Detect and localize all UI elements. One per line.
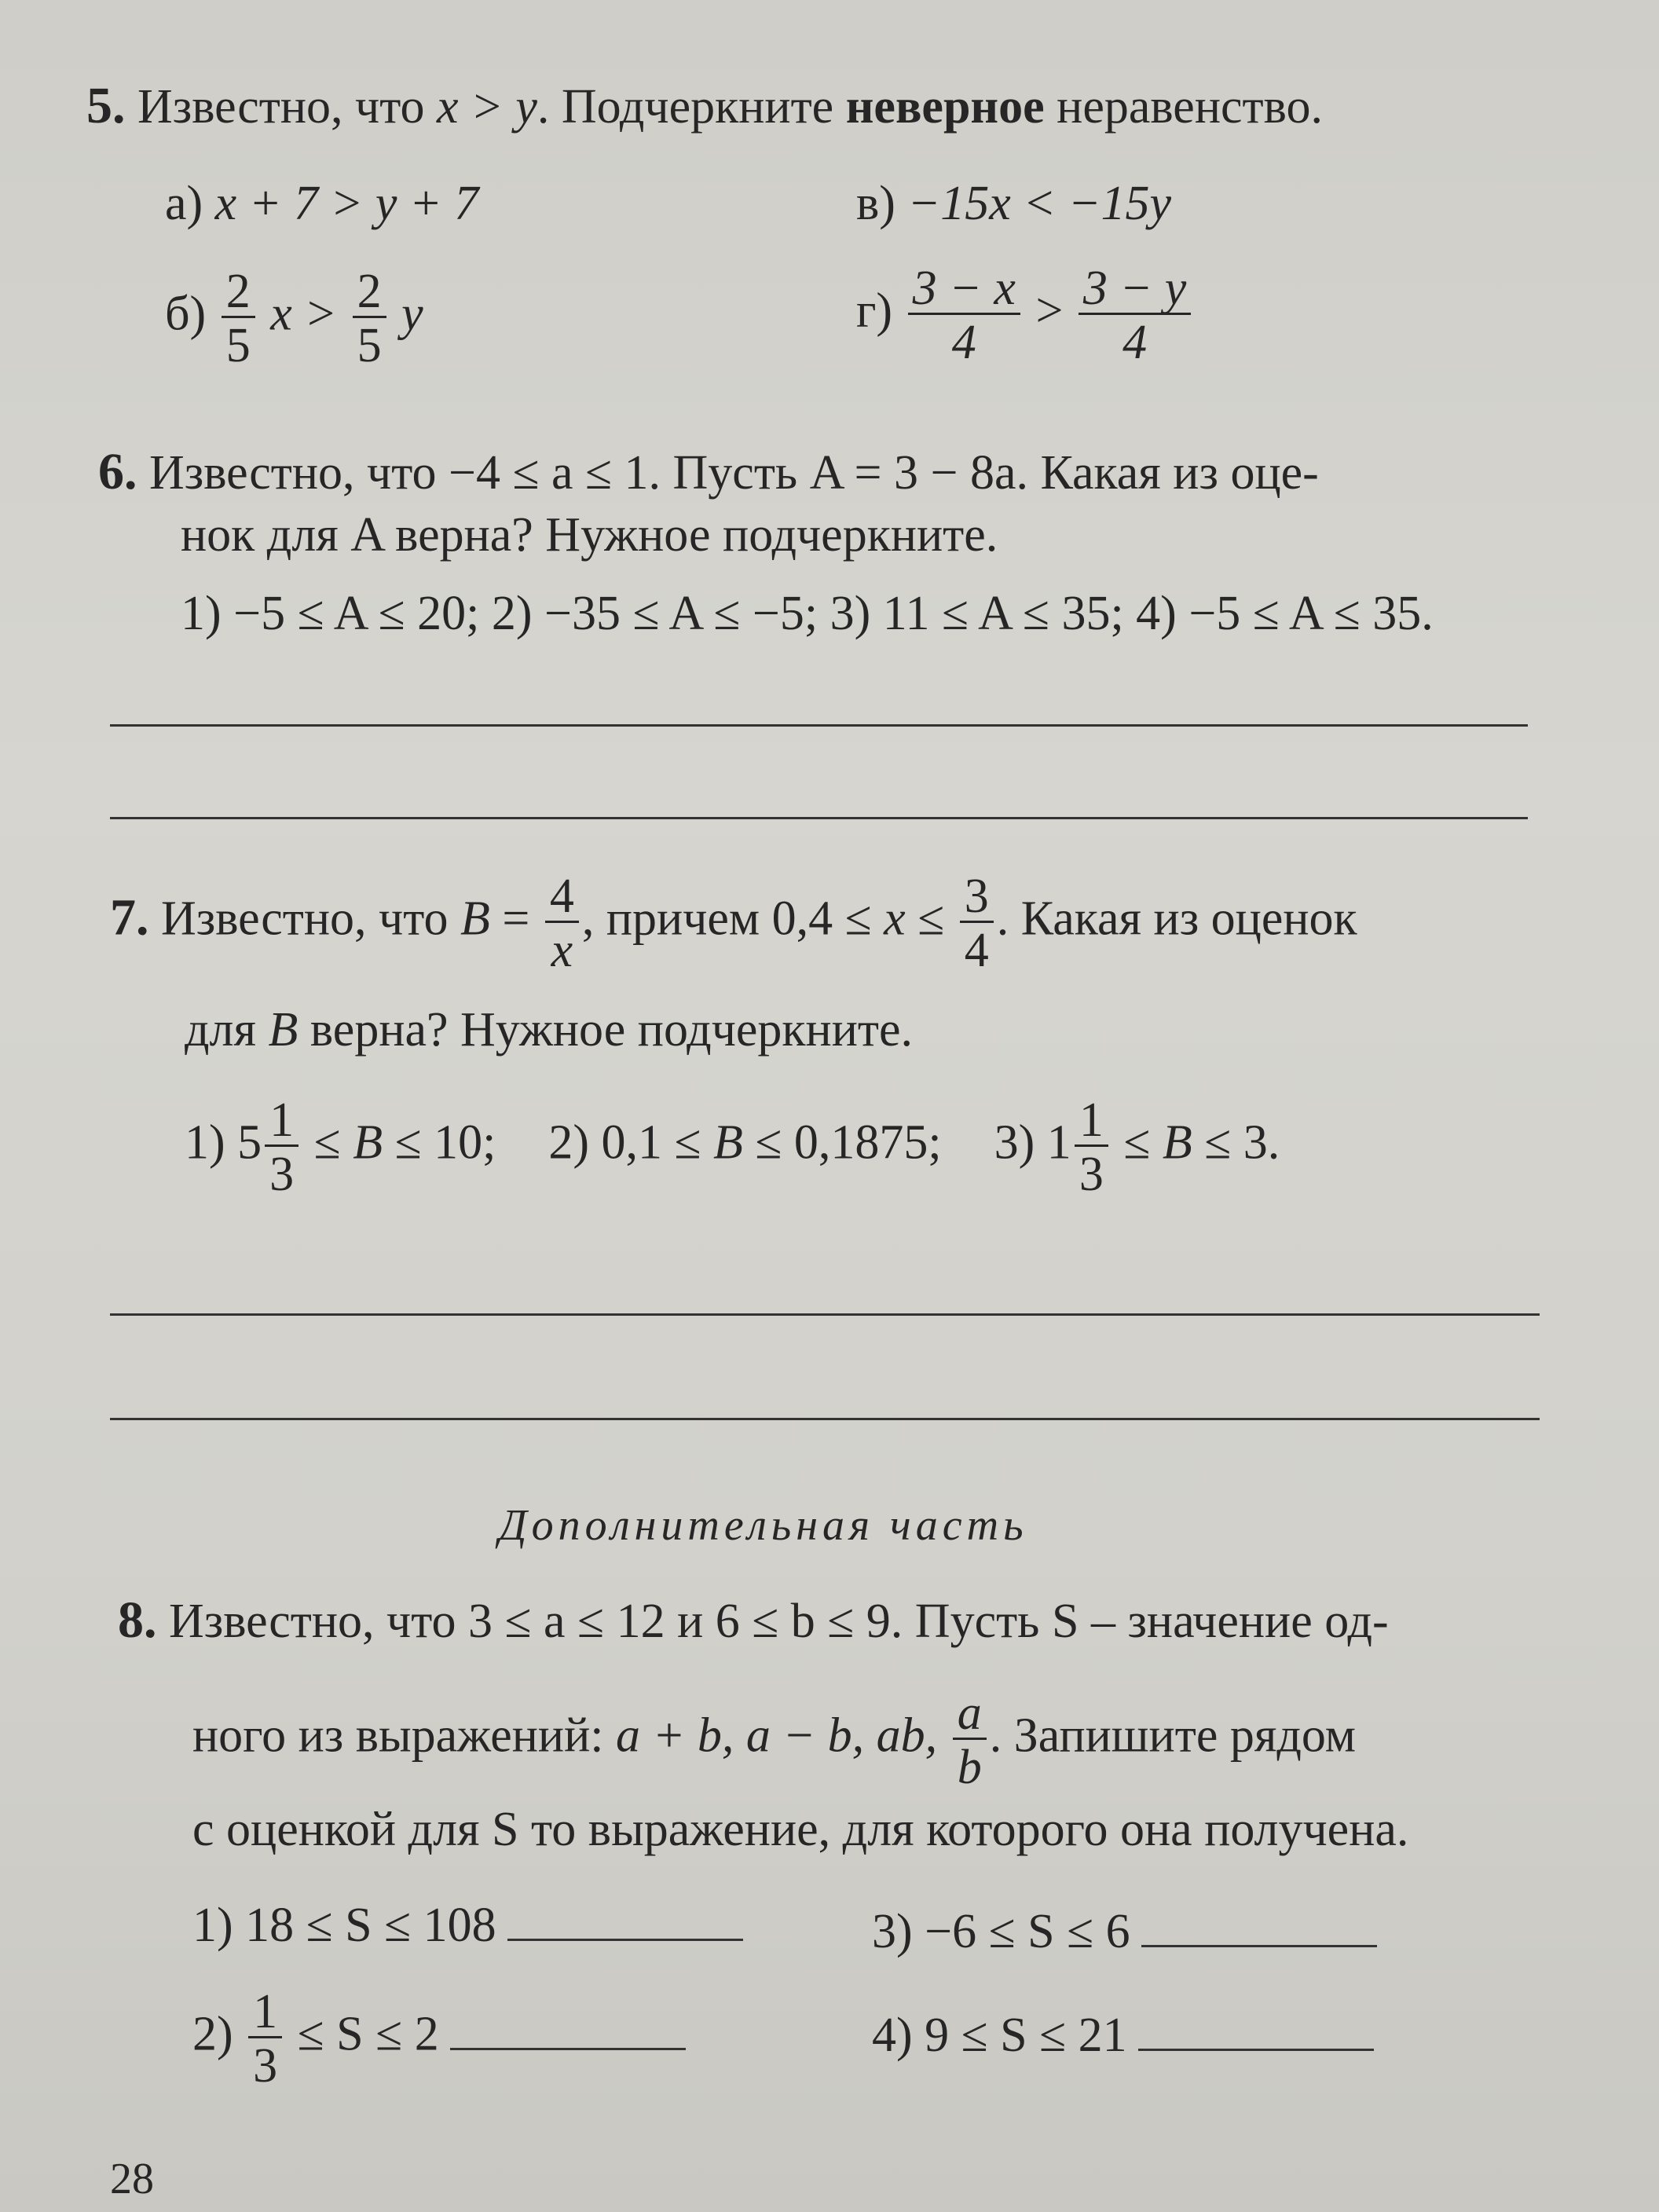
fraction-denominator: b (957, 1741, 982, 1794)
q6-stem-line2: нок для A верна? Нужное подчеркните. (181, 508, 998, 562)
q8-option3-text: 3) −6 ≤ S ≤ 6 (872, 1905, 1130, 1958)
q8-stem-line2 (192, 1686, 1356, 1794)
fraction (353, 267, 386, 370)
q7-number: 7. (110, 888, 149, 947)
q5-stem-text-2: . Подчеркните (537, 80, 846, 134)
q5-stem (86, 77, 1323, 134)
q7-option3-var: B (1162, 1115, 1192, 1170)
q7-option1-b: ≤ (302, 1115, 353, 1170)
q5-option-a-label: а) (165, 177, 203, 230)
fraction-numerator: 1 (248, 1987, 282, 2038)
fraction-denominator: 3 (269, 1148, 295, 1201)
q7-text-2: , причем 0,4 ≤ (581, 892, 884, 946)
fraction (248, 1985, 282, 2093)
fraction (908, 264, 1020, 367)
fraction (1079, 264, 1191, 367)
q5-option-b (165, 267, 423, 370)
q8-option2 (192, 1985, 686, 2093)
q5-stem-var: x > y (437, 80, 537, 134)
q7-text: Известно, что (161, 892, 460, 946)
fraction (1075, 1093, 1108, 1201)
q7-option1-var: B (353, 1115, 383, 1170)
q5-option-g-label: г) (856, 284, 893, 338)
answer-line[interactable] (110, 1313, 1540, 1316)
q8-number: 8. (118, 1591, 157, 1649)
q7-var: B (460, 892, 490, 946)
q6-line1-text: Известно, что −4 ≤ a ≤ 1. Пусть A = 3 − 8a. Какая из оце- (149, 446, 1319, 500)
answer-blank[interactable] (1141, 1929, 1377, 1947)
fraction-denominator: 4 (1122, 316, 1148, 369)
answer-blank[interactable] (450, 2032, 686, 2050)
fraction-numerator: 1 (265, 1096, 298, 1147)
fraction (953, 1686, 987, 1794)
fraction-denominator: 3 (1079, 1148, 1104, 1201)
q7-option1: 1) 5 (185, 1115, 262, 1170)
q7-text-3: . Какая из оценок (996, 892, 1357, 946)
q5-stem-text: Известно, что (137, 80, 437, 134)
section-title: Дополнительная часть (499, 1501, 1028, 1550)
fraction-denominator: x (551, 924, 573, 977)
fraction-numerator: a (953, 1689, 987, 1740)
q8-option1 (192, 1901, 743, 1950)
fraction-numerator: 4 (545, 872, 579, 923)
q7-option3-c: ≤ 3. (1192, 1115, 1280, 1170)
q8-line2-text: ного из выражений: (192, 1708, 616, 1763)
q7-option3-b: ≤ (1111, 1115, 1163, 1170)
fraction-denominator: 4 (951, 316, 976, 369)
answer-blank[interactable] (1138, 2033, 1374, 2051)
answer-line[interactable] (110, 817, 1528, 819)
fraction-numerator: 1 (1075, 1096, 1108, 1147)
q7-stem-line2 (185, 1003, 914, 1057)
q7-option2-var: B (713, 1115, 743, 1170)
q7-text-le: ≤ (905, 892, 957, 946)
q8-option4-text: 4) 9 ≤ S ≤ 21 (872, 2009, 1127, 2062)
fraction-denominator: 3 (253, 2039, 278, 2093)
fraction (265, 1093, 298, 1201)
q5-option-v (856, 179, 1171, 228)
q8-stem-line1 (118, 1591, 1389, 1649)
q7-option2: 2) 0,1 ≤ (548, 1115, 714, 1170)
q7-stem-line1 (110, 872, 1357, 975)
fraction-numerator: 3 (960, 872, 994, 923)
q7-text-eq: = (489, 892, 542, 946)
fraction-denominator: 4 (964, 924, 989, 977)
q5-option-v-label: в) (856, 177, 895, 230)
answer-line[interactable] (110, 724, 1528, 727)
q5-option-b-mid: x > (270, 287, 338, 341)
q8-option3 (872, 1907, 1377, 1956)
q5-option-a (165, 179, 478, 228)
q7-line2-var: B (268, 1003, 298, 1057)
q8-option2-text-2: ≤ S ≤ 2 (285, 2007, 439, 2061)
q5-number: 5. (86, 77, 126, 134)
q5-stem-text-3: неравенство. (1044, 80, 1323, 134)
q6-stem-line1 (98, 443, 1319, 500)
q6-number: 6. (98, 443, 137, 500)
q5-option-a-expr: x + 7 > y + 7 (214, 177, 479, 230)
fraction (545, 872, 579, 975)
page-number: 28 (110, 2155, 154, 2203)
q8-line2-text-2: . Запишите рядом (989, 1708, 1356, 1763)
q7-options (185, 1093, 1280, 1201)
q8-stem-line3: с оценкой для S то выражение, для которого она получена. (192, 1803, 1409, 1856)
q6-options: 1) −5 ≤ A ≤ 20; 2) −35 ≤ A ≤ −5; 3) 11 ≤ A ≤ 35; 4) −5 ≤ A ≤ 35. (181, 587, 1434, 640)
fraction-denominator: 5 (225, 319, 251, 372)
fraction (222, 267, 255, 370)
q7-option2-b: ≤ 0,1875; (742, 1115, 942, 1170)
q5-stem-bold: неверное (845, 80, 1045, 134)
q5-option-b-label: б) (165, 287, 207, 341)
q8-line1-text: Известно, что 3 ≤ a ≤ 12 и 6 ≤ b ≤ 9. Пусть S – значение од- (169, 1595, 1389, 1648)
answer-blank[interactable] (507, 1923, 743, 1941)
answer-line[interactable] (110, 1418, 1540, 1420)
q5-option-v-expr: −15x < −15y (907, 177, 1171, 230)
fraction-denominator: 5 (357, 319, 382, 372)
q8-option4 (872, 2011, 1374, 2060)
q7-line2-text: для (185, 1003, 269, 1057)
q7-option1-c: ≤ 10; (383, 1115, 496, 1170)
fraction-numerator: 3 − x (908, 264, 1020, 315)
q8-line2-expr: a + b, a − b, ab, (616, 1708, 950, 1763)
fraction-numerator: 2 (222, 267, 255, 318)
fraction-numerator: 3 − y (1079, 264, 1191, 315)
q5-option-b-end: y (401, 287, 423, 341)
q8-option2-text: 2) (192, 2007, 246, 2061)
q7-line2-text-2: верна? Нужное подчеркните. (298, 1003, 914, 1057)
fraction-numerator: 2 (353, 267, 386, 318)
q7-var-2: x (884, 892, 906, 946)
q8-option1-text: 1) 18 ≤ S ≤ 108 (192, 1899, 496, 1952)
fraction (960, 872, 994, 975)
q5-option-g-mid: > (1035, 284, 1064, 338)
q5-option-g (856, 264, 1194, 367)
q7-option3: 3) 1 (994, 1115, 1071, 1170)
